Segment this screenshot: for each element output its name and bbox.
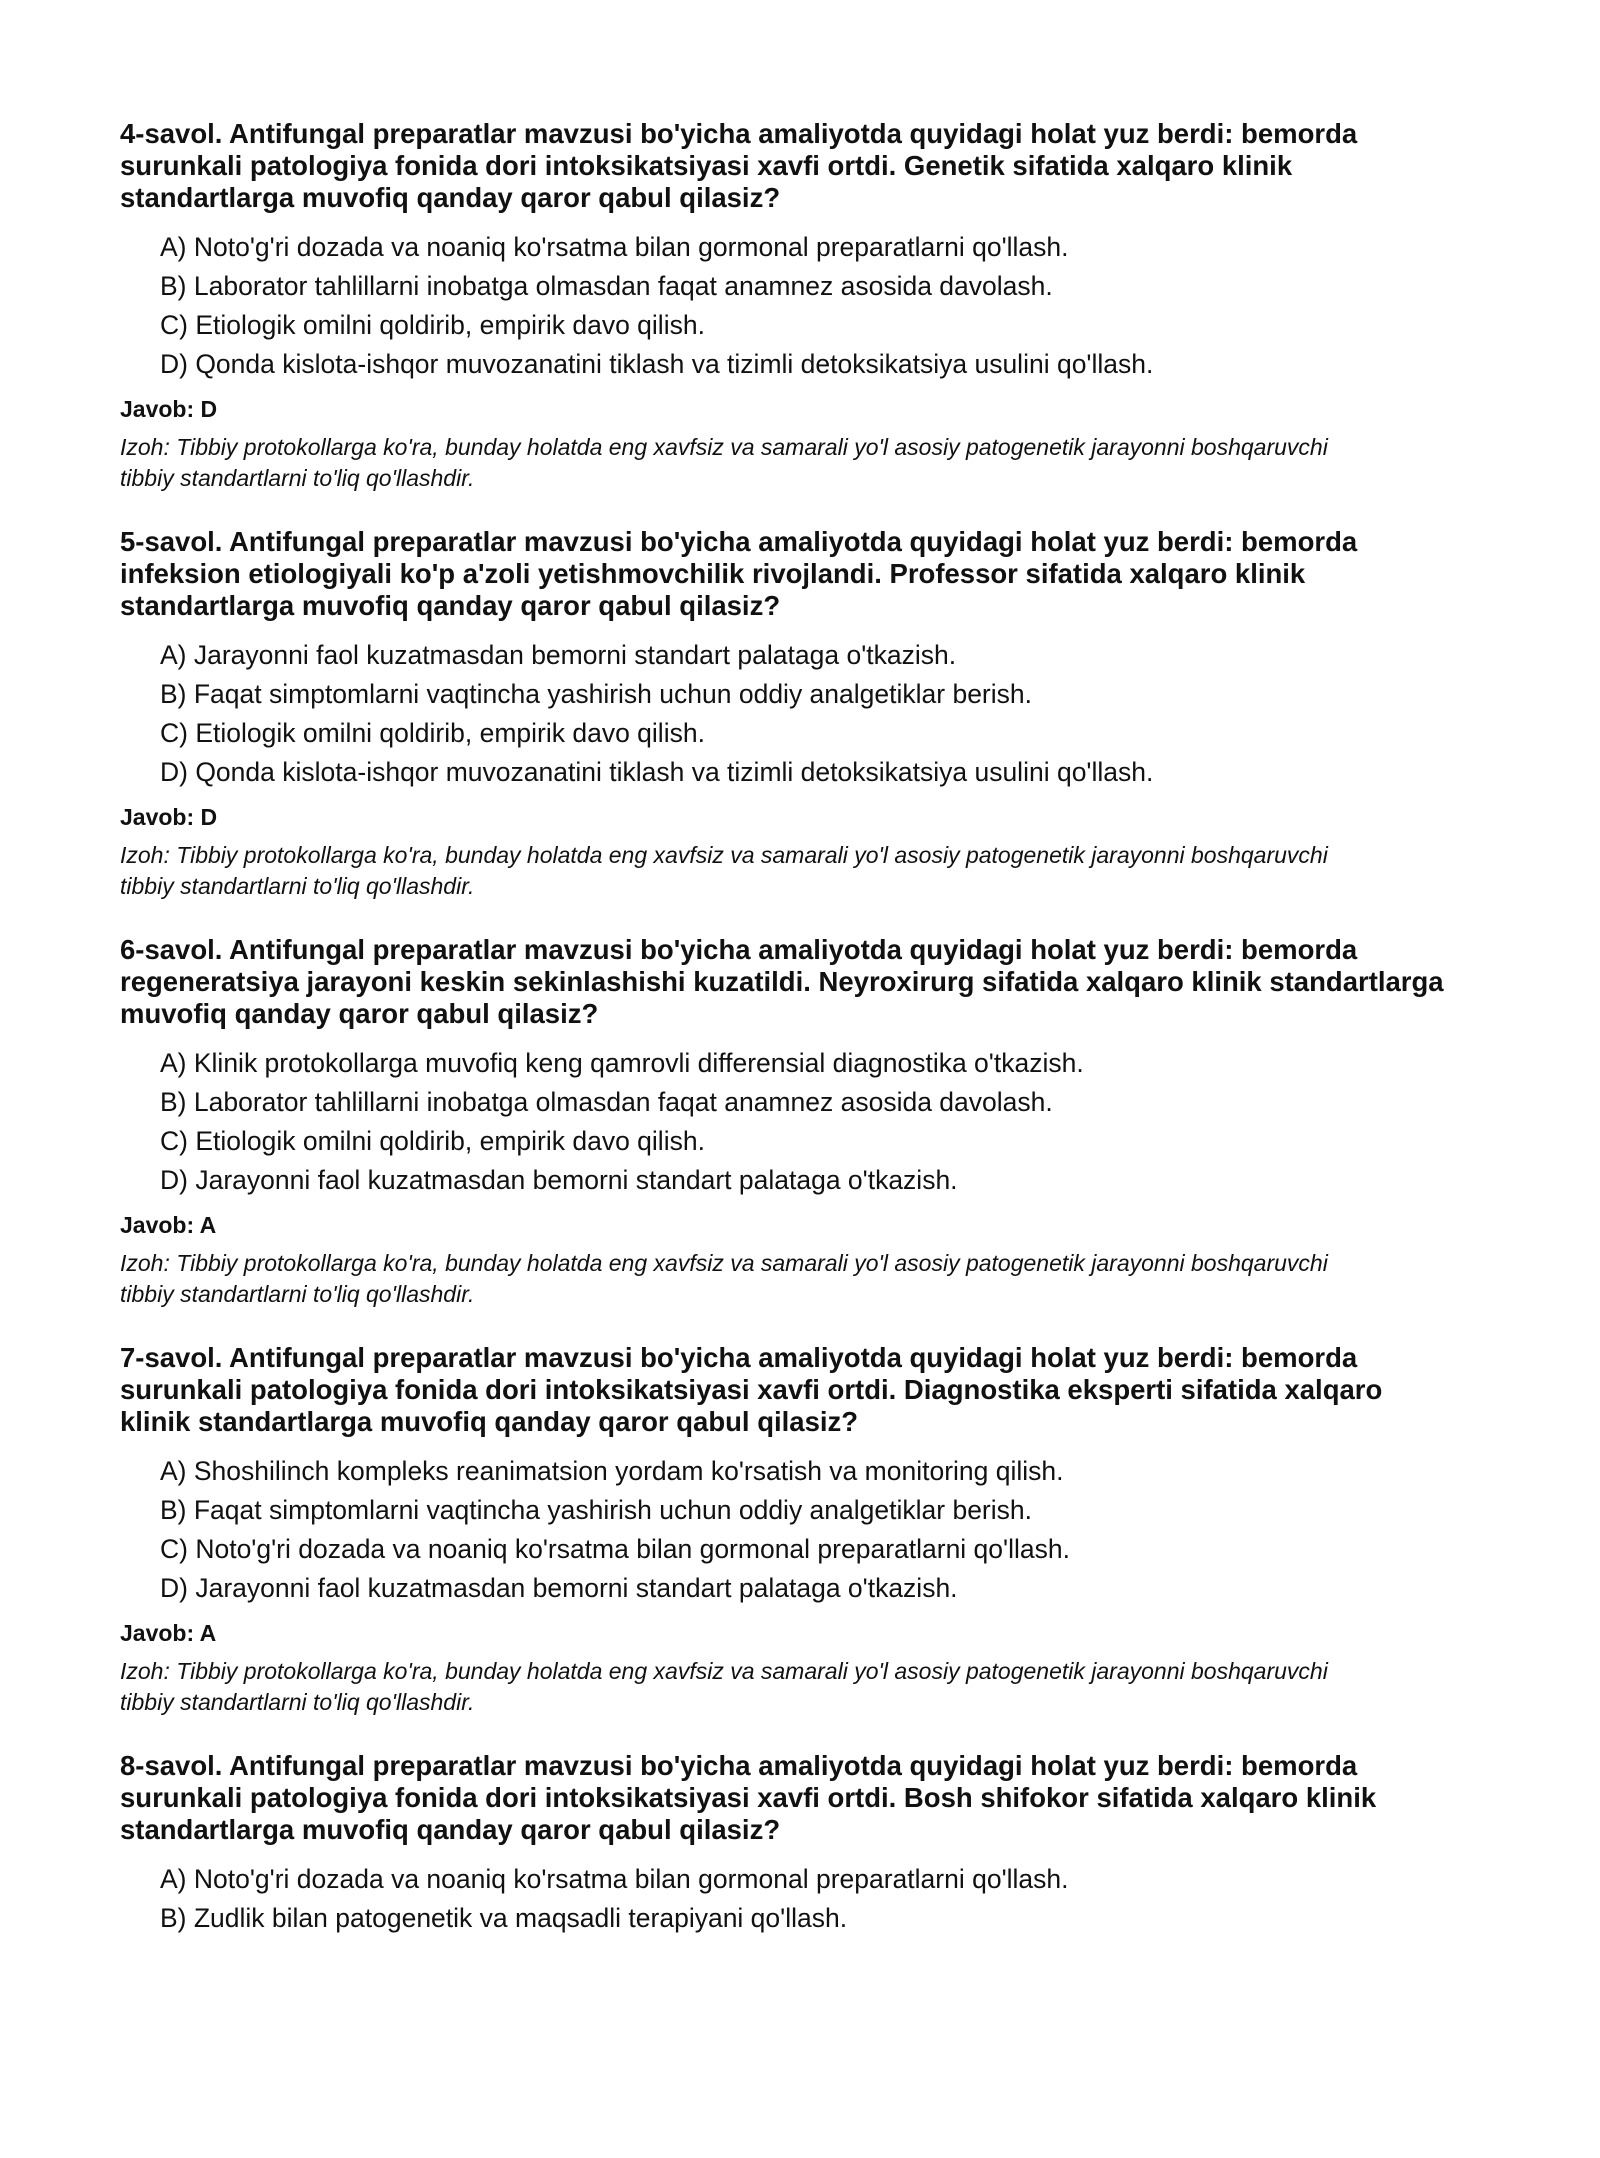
question-text: 7-savol. Antifungal preparatlar mavzusi bo'yicha amaliyotda quyidagi holat yuz berdi: bemorda surunkali patologiya fonida dori intoksikatsiyasi xavfi ortdi. Diagnostika eksperti sifatida xalqaro klinik standartlarga muvofiq qanday qaror qabul qilasiz? bbox=[120, 1342, 1383, 1437]
options-list bbox=[120, 1044, 1460, 1200]
option-d: D) Qonda kislota-ishqor muvozanatini tiklash va tizimli detoksikatsiya usulini qo'llash. bbox=[160, 757, 1154, 787]
option-d: D) Jarayonni faol kuzatmasdan bemorni standart palataga o'tkazish. bbox=[160, 1573, 958, 1603]
option-d: D) Jarayonni faol kuzatmasdan bemorni standart palataga o'tkazish. bbox=[160, 1165, 958, 1195]
options-list bbox=[120, 636, 1460, 792]
option-b: B) Zudlik bilan patogenetik va maqsadli terapiyani qo'llash. bbox=[160, 1903, 848, 1933]
option-c: C) Etiologik omilni qoldirib, empirik davo qilish. bbox=[160, 1126, 705, 1156]
question-block bbox=[120, 1342, 1460, 1750]
explanation-text: Izoh: Tibbiy protokollarga ko'ra, bunday holatda eng xavfsiz va samarali yo'l asosiy patogenetik jarayonni boshqaruvchi tibbiy standartlarni to'liq qo'llashdir. bbox=[120, 842, 1328, 899]
option-a: A) Klinik protokollarga muvofiq keng qamrovli differensial diagnostika o'tkazish. bbox=[160, 1048, 1084, 1078]
question-block bbox=[120, 1750, 1460, 2158]
option-c: C) Etiologik omilni qoldirib, empirik davo qilish. bbox=[160, 310, 705, 340]
question-text: 5-savol. Antifungal preparatlar mavzusi bo'yicha amaliyotda quyidagi holat yuz berdi: bemorda infeksion etiologiyali ko'p a'zoli yetishmovchilik rivojlandi. Professor sifatida xalqaro klinik standartlarga muvofiq qanday qaror qabul qilasiz? bbox=[120, 526, 1358, 621]
option-b: B) Laborator tahlillarni inobatga olmasdan faqat anamnez asosida davolash. bbox=[160, 271, 1053, 301]
options-list bbox=[120, 228, 1460, 384]
explanation-text: Izoh: Tibbiy protokollarga ko'ra, bunday holatda eng xavfsiz va samarali yo'l asosiy patogenetik jarayonni boshqaruvchi tibbiy standartlarni to'liq qo'llashdir. bbox=[120, 1250, 1328, 1307]
options-list bbox=[120, 1860, 1460, 1938]
option-a: A) Noto'g'ri dozada va noaniq ko'rsatma bilan gormonal preparatlarni qo'llash. bbox=[160, 232, 1069, 262]
question-block bbox=[120, 118, 1460, 526]
option-b: B) Laborator tahlillarni inobatga olmasdan faqat anamnez asosida davolash. bbox=[160, 1087, 1053, 1117]
options-list bbox=[120, 1452, 1460, 1608]
option-c: C) Noto'g'ri dozada va noaniq ko'rsatma bilan gormonal preparatlarni qo'llash. bbox=[160, 1534, 1070, 1564]
answer-label: Javob: D bbox=[120, 804, 218, 830]
answer-label: Javob: A bbox=[120, 1212, 217, 1238]
document-page bbox=[120, 118, 1460, 2158]
question-text: 4-savol. Antifungal preparatlar mavzusi bo'yicha amaliyotda quyidagi holat yuz berdi: bemorda surunkali patologiya fonida dori intoksikatsiyasi xavfi ortdi. Genetik sifatida xalqaro klinik standartlarga muvofiq qanday qaror qabul qilasiz? bbox=[120, 118, 1358, 213]
answer-label: Javob: D bbox=[120, 396, 218, 422]
explanation-text: Izoh: Tibbiy protokollarga ko'ra, bunday holatda eng xavfsiz va samarali yo'l asosiy patogenetik jarayonni boshqaruvchi tibbiy standartlarni to'liq qo'llashdir. bbox=[120, 1658, 1328, 1715]
answer-label: Javob: A bbox=[120, 1620, 217, 1646]
question-block bbox=[120, 934, 1460, 1342]
explanation-text: Izoh: Tibbiy protokollarga ko'ra, bunday holatda eng xavfsiz va samarali yo'l asosiy patogenetik jarayonni boshqaruvchi tibbiy standartlarni to'liq qo'llashdir. bbox=[120, 434, 1328, 491]
question-text: 8-savol. Antifungal preparatlar mavzusi bo'yicha amaliyotda quyidagi holat yuz berdi: bemorda surunkali patologiya fonida dori intoksikatsiyasi xavfi ortdi. Bosh shifokor sifatida xalqaro klinik standartlarga muvofiq qanday qaror qabul qilasiz? bbox=[120, 1750, 1377, 1845]
option-b: B) Faqat simptomlarni vaqtincha yashirish uchun oddiy analgetiklar berish. bbox=[160, 1495, 1032, 1525]
option-a: A) Shoshilinch kompleks reanimatsion yordam ko'rsatish va monitoring qilish. bbox=[160, 1456, 1064, 1486]
option-c: C) Etiologik omilni qoldirib, empirik davo qilish. bbox=[160, 718, 705, 748]
option-b: B) Faqat simptomlarni vaqtincha yashirish uchun oddiy analgetiklar berish. bbox=[160, 679, 1032, 709]
question-text: 6-savol. Antifungal preparatlar mavzusi bo'yicha amaliyotda quyidagi holat yuz berdi: bemorda regeneratsiya jarayoni keskin sekinlashishi kuzatildi. Neyroxirurg sifatida xalqaro klinik standartlarga muvofiq qanday qaror qabul qilasiz? bbox=[120, 934, 1444, 1029]
question-block bbox=[120, 526, 1460, 934]
option-d: D) Qonda kislota-ishqor muvozanatini tiklash va tizimli detoksikatsiya usulini qo'llash. bbox=[160, 349, 1154, 379]
option-a: A) Noto'g'ri dozada va noaniq ko'rsatma bilan gormonal preparatlarni qo'llash. bbox=[160, 1864, 1069, 1894]
option-a: A) Jarayonni faol kuzatmasdan bemorni standart palataga o'tkazish. bbox=[160, 640, 957, 670]
